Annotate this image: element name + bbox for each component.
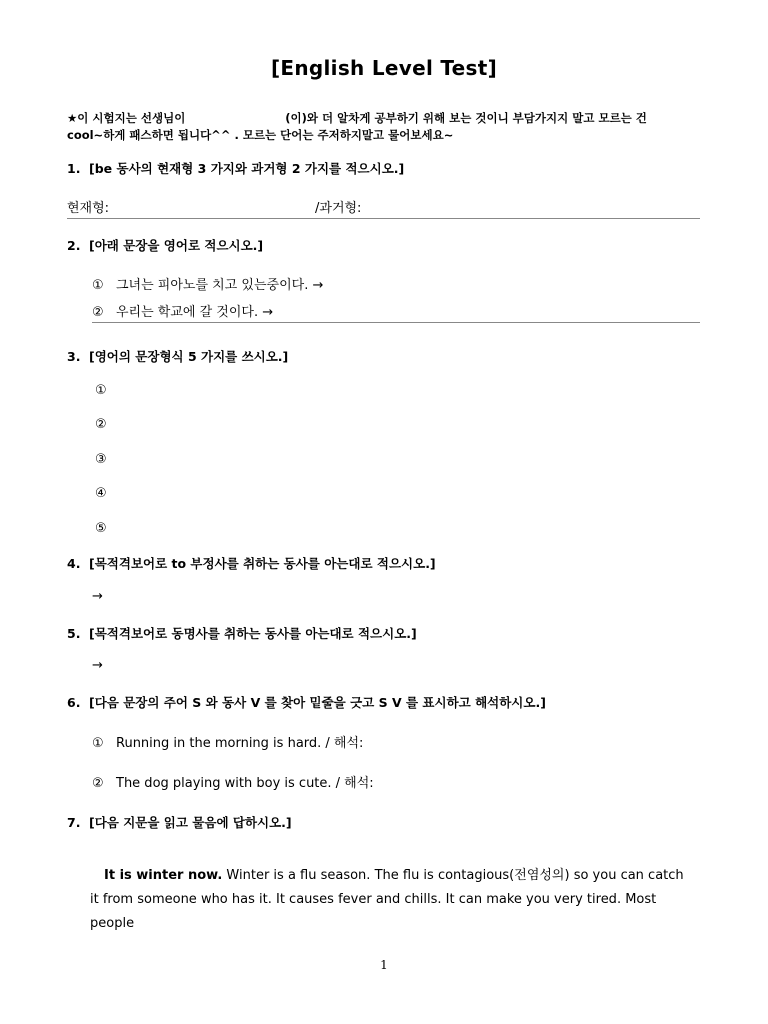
q3-marker-2: ② — [95, 417, 107, 432]
q2-item-2[interactable] — [92, 301, 700, 323]
item-marker: ① — [92, 736, 104, 751]
page-title: [English Level Test] — [270, 56, 498, 80]
q3-marker-3: ③ — [95, 452, 107, 467]
question-number: 4. — [67, 556, 81, 571]
question-number: 2. — [67, 238, 81, 253]
question-text: [아래 문장을 영어로 적으시오.] — [89, 238, 264, 253]
q3-marker-4: ④ — [95, 486, 107, 501]
question-number: 1. — [67, 161, 81, 176]
passage-lead: It is winter now. — [104, 868, 223, 883]
question-1 — [67, 159, 404, 177]
question-number: 5. — [67, 626, 81, 641]
question-text: [목적격보어로 to 부정사를 취하는 동사를 아는대로 적으시오.] — [89, 556, 436, 571]
q3-marker-1: ① — [95, 383, 107, 398]
question-4 — [67, 554, 436, 572]
question-text: [다음 지문을 읽고 물음에 답하시오.] — [89, 815, 292, 830]
q6-item-2 — [92, 772, 374, 791]
item-marker: ② — [92, 305, 104, 320]
passage-body: Winter is a flu season. The flu is contagious(전염성의) so you can catch it from someone who has it. It causes fever and chills. It can make you very tired. Most people — [90, 868, 684, 931]
item-text: The dog playing with boy is cute. / 해석: — [116, 776, 374, 791]
question-text: [be 동사의 현재형 3 가지와 과거형 2 가지를 적으시오.] — [89, 161, 405, 176]
question-text: [영어의 문장형식 5 가지를 쓰시오.] — [89, 349, 289, 364]
item-text: Running in the morning is hard. / 해석: — [116, 736, 364, 751]
question-number: 3. — [67, 349, 81, 364]
question-text: [목적격보어로 동명사를 취하는 동사를 아는대로 적으시오.] — [89, 626, 417, 641]
q4-answer-arrow: → — [92, 589, 103, 604]
item-marker: ① — [92, 278, 104, 293]
item-text: 우리는 학교에 갈 것이다. → — [116, 305, 274, 320]
past-label: /과거형: — [315, 201, 362, 216]
question-5 — [67, 624, 417, 642]
intro-text-b: (이)와 더 알차게 공부하기 위해 보는 것이니 부담가지지 말고 모르는 건 — [285, 111, 647, 125]
q3-marker-5: ⑤ — [95, 521, 107, 536]
q6-item-1 — [92, 732, 363, 751]
intro-line-2: cool~하게 패스하면 됩니다^^ . 모르는 단어는 주저하지말고 물어보세요~ — [67, 128, 454, 142]
question-3 — [67, 347, 288, 365]
page-number: 1 — [380, 958, 388, 972]
question-number: 6. — [67, 695, 81, 710]
question-7 — [67, 813, 292, 831]
q2-item-1 — [92, 274, 323, 293]
q5-answer-arrow: → — [92, 658, 103, 673]
question-6 — [67, 693, 546, 711]
question-2 — [67, 236, 263, 254]
intro-text-a: ★이 시험지는 선생님이 — [67, 111, 186, 125]
answer-line-1[interactable] — [67, 197, 700, 219]
question-text: [다음 문장의 주어 S 와 동사 V 를 찾아 밑줄을 긋고 S V 를 표시하고 해석하시오.] — [89, 695, 546, 710]
reading-passage — [90, 864, 690, 936]
question-number: 7. — [67, 815, 81, 830]
item-marker: ② — [92, 776, 104, 791]
item-text: 그녀는 피아노를 치고 있는중이다. → — [116, 278, 324, 293]
present-label: 현재형: — [67, 201, 110, 216]
intro-line-1 — [67, 110, 647, 126]
